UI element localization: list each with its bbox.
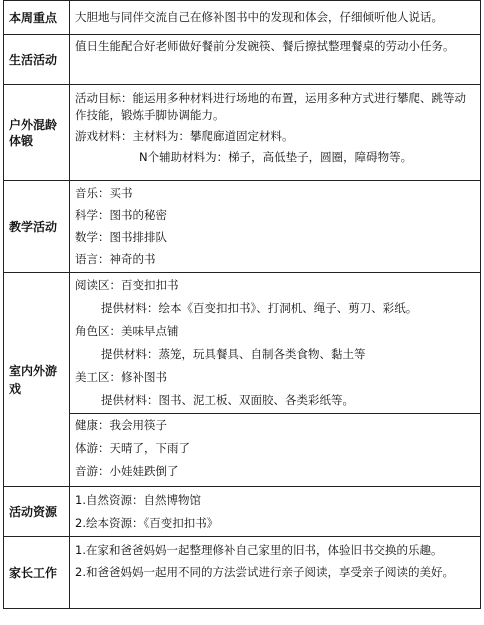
row-text: 1.自然资源：自然博物馆	[75, 493, 201, 507]
row-text: 语言：神奇的书	[75, 252, 156, 266]
row-outdoor	[4, 85, 481, 181]
row-text: N个辅助材料为：梯子，高低垫子，圆圈，障碍物等。	[139, 150, 413, 164]
row-text: 活动目标：能运用多种材料进行场地的布置，运用多种方式进行攀爬、跳等动作技能，锻炼手脚协调能力。	[75, 91, 466, 122]
row-text: 提供材料：绘本《百变扣扣书》、打洞机、绳子、剪刀、彩纸。	[101, 301, 418, 315]
row-text: 科学：图书的秘密	[75, 208, 167, 222]
row-parents	[4, 537, 481, 609]
row-indoor	[4, 273, 481, 487]
row-text: 游戏材料：主材料为：攀爬廊道固定材料。	[75, 129, 294, 143]
row-text: 提供材料：蒸笼，玩具餐具、自制各类食物、黏土等	[101, 347, 366, 361]
row-head: 家长工作	[4, 537, 70, 609]
row-head: 活动资源	[4, 487, 70, 537]
indoor-games	[70, 414, 480, 482]
row-text: 提供材料：图书、泥工板、双面胶、各类彩纸等。	[101, 393, 354, 407]
row-text: 大胆地与同伴交流自己在修补图书中的发现和体会，仔细倾听他人说话。	[75, 10, 443, 24]
row-text: 值日生能配合好老师做好餐前分发碗筷、餐后擦拭整理餐桌的劳动小任务。	[75, 39, 455, 53]
row-text: 数学：图书排排队	[75, 230, 167, 244]
row-text: 2.和爸爸妈妈一起用不同的方法尝试进行亲子阅读，享受亲子阅读的美好。	[75, 565, 454, 579]
row-head: 生活活动	[4, 35, 70, 85]
row-head: 本周重点	[4, 1, 70, 35]
row-text: 1.在家和爸爸妈妈一起整理修补自己家里的旧书，体验旧书交换的乐趣。	[75, 543, 443, 557]
row-head: 教学活动	[4, 181, 70, 273]
weekly-plan-table	[3, 0, 481, 609]
row-text: 音乐：买书	[75, 186, 133, 200]
row-head: 室内外游戏	[4, 273, 70, 487]
row-text: 健康：我会用筷子	[75, 418, 167, 432]
row-text: 美工区：修补图书	[75, 370, 167, 384]
row-head: 户外混龄体锻	[4, 85, 70, 181]
row-resources	[4, 487, 481, 537]
row-text: 2.绘本资源：《百变扣扣书》	[75, 516, 219, 530]
row-text: 体游：天晴了，下雨了	[75, 441, 190, 455]
row-text: 角色区：美味早点铺	[75, 324, 179, 338]
row-focus	[4, 1, 481, 35]
row-text: 阅读区：百变扣扣书	[75, 278, 179, 292]
row-text: 音游：小娃娃跌倒了	[75, 464, 179, 478]
row-teaching	[4, 181, 481, 273]
indoor-areas	[70, 273, 480, 414]
row-life	[4, 35, 481, 85]
